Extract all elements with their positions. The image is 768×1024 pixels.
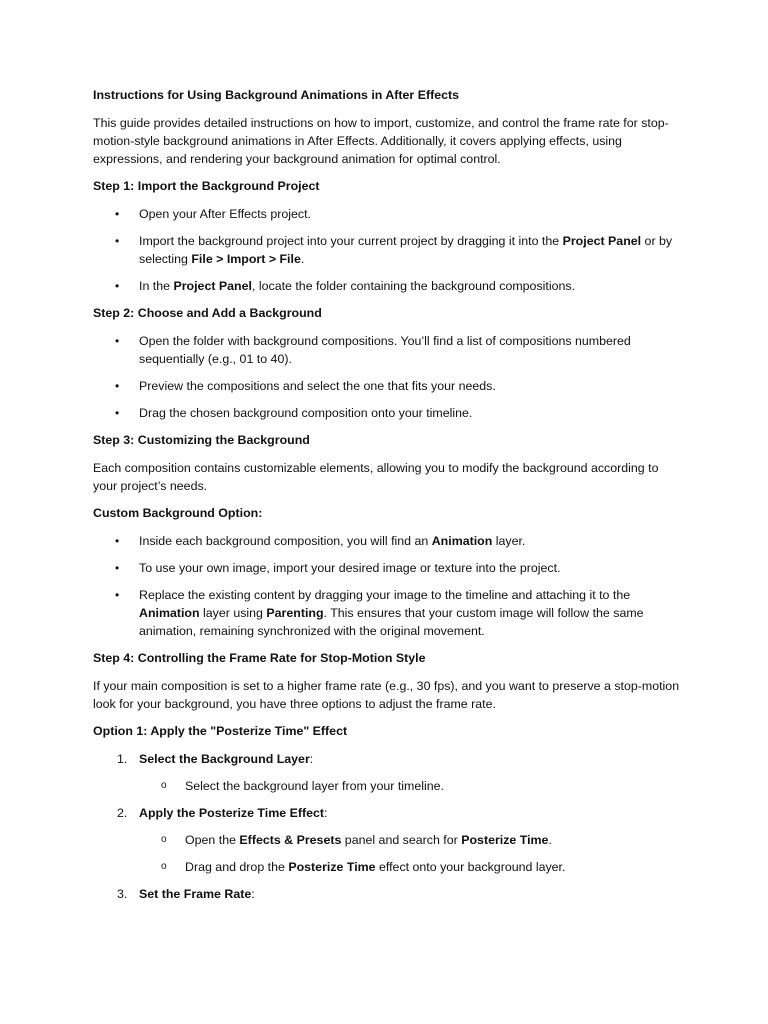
item-text: Inside each background composition, you will find an [139,534,432,548]
item-number: 1. [117,752,128,766]
list-item [93,232,683,268]
item-text: Import the background project into your current project by dragging it into the [139,234,563,248]
item-text: : [251,887,255,901]
item-text: Open the folder with background compositions. You’ll find a list of compositions numbered sequentially (e.g., 01 to 40). [139,334,631,366]
step3-list [93,532,683,640]
item-text: . This ensures that your custom image will follow the same animation, remaining synchronized with the original movement. [139,606,644,638]
bullet-icon: • [115,588,120,602]
item-bold: Animation [431,534,493,548]
option1-heading: Option 1: Apply the "Posterize Time" Effect [93,724,348,738]
item-text: effect onto your background layer. [375,860,566,874]
item-text: . [548,833,552,847]
item-bold: File > Import > File [191,252,301,266]
item-bold: Project Panel [562,234,642,248]
item-bold: Project Panel [173,279,252,293]
item-text: . [300,252,305,266]
list-item [93,559,683,577]
item-text: layer using [199,606,267,620]
item-bold: Posterize Time [288,860,376,874]
step1-heading: Step 1: Import the Background Project [93,179,320,193]
step2-list [93,332,683,422]
item-text: Drag the chosen background composition onto your timeline. [139,406,473,420]
bullet-icon: • [115,279,120,293]
circle-bullet-icon: o [161,834,167,845]
step2-heading: Step 2: Choose and Add a Background [93,306,322,320]
numbered-item [93,804,683,876]
list-item [93,377,683,395]
sub-list [139,831,683,876]
list-item [93,332,683,368]
bullet-icon: • [115,406,120,420]
list-item [93,205,683,223]
bullet-icon: • [115,534,120,548]
numbered-item [93,750,683,795]
sub-list-item [139,858,683,876]
document-title: Instructions for Using Background Animations in After Effects [93,88,460,102]
bullet-icon: • [115,207,120,221]
sub-list [139,777,683,795]
item-bold: Posterize Time [461,833,549,847]
document-page [93,86,683,912]
list-item [93,404,683,422]
custom-option-heading: Custom Background Option: [93,506,263,520]
item-text: , locate the folder containing the background compositions. [251,279,576,293]
item-text: Replace the existing content by dragging your image to the timeline and attaching it to the [139,588,631,602]
step3-paragraph: Each composition contains customizable elements, allowing you to modify the background according to your project’s needs. [93,461,659,493]
step4-paragraph: If your main composition is set to a higher frame rate (e.g., 30 fps), and you want to preserve a stop-motion look for your background, you have three options to adjust the frame rate. [93,679,680,711]
item-text: To use your own image, import your desired image or texture into the project. [139,561,561,575]
item-text: In the [139,279,174,293]
circle-bullet-icon: o [161,780,167,791]
item-bold: Apply the Posterize Time Effect [139,806,324,820]
item-text: Open the [185,833,240,847]
sub-list-item [139,831,683,849]
bullet-icon: • [115,234,120,248]
item-text: panel and search for [341,833,462,847]
intro-paragraph: This guide provides detailed instructions on how to import, customize, and control the frame rate for stop-motion-style background animations in After Effects. Additionally, it covers applying effects, using expressions, and rendering your background animation for optimal control. [93,116,669,166]
bullet-icon: • [115,379,120,393]
item-text: layer. [492,534,526,548]
sub-list-item [139,777,683,795]
item-text: Preview the compositions and select the one that fits your needs. [139,379,496,393]
item-text: Drag and drop the [185,860,289,874]
item-bold: Select the Background Layer [139,752,310,766]
circle-bullet-icon: o [161,861,167,872]
item-bold: Effects & Presets [239,833,342,847]
list-item [93,532,683,550]
option1-steps [93,750,683,903]
step1-list [93,205,683,295]
numbered-item [93,885,683,903]
list-item [93,277,683,295]
bullet-icon: • [115,561,120,575]
bullet-icon: • [115,334,120,348]
item-text: : [309,752,314,766]
item-text: Open your After Effects project. [139,207,311,221]
item-bold: Set the Frame Rate [139,887,252,901]
item-text: Select the background layer from your timeline. [185,779,444,793]
item-text: : [324,806,328,820]
item-text: or by selecting [139,234,673,266]
step4-heading: Step 4: Controlling the Frame Rate for Stop-Motion Style [93,651,426,665]
item-number: 2. [117,806,128,820]
item-number: 3. [117,887,128,901]
step3-heading: Step 3: Customizing the Background [93,433,310,447]
list-item [93,586,683,640]
item-bold: Parenting [266,606,324,620]
item-bold: Animation [139,606,200,620]
